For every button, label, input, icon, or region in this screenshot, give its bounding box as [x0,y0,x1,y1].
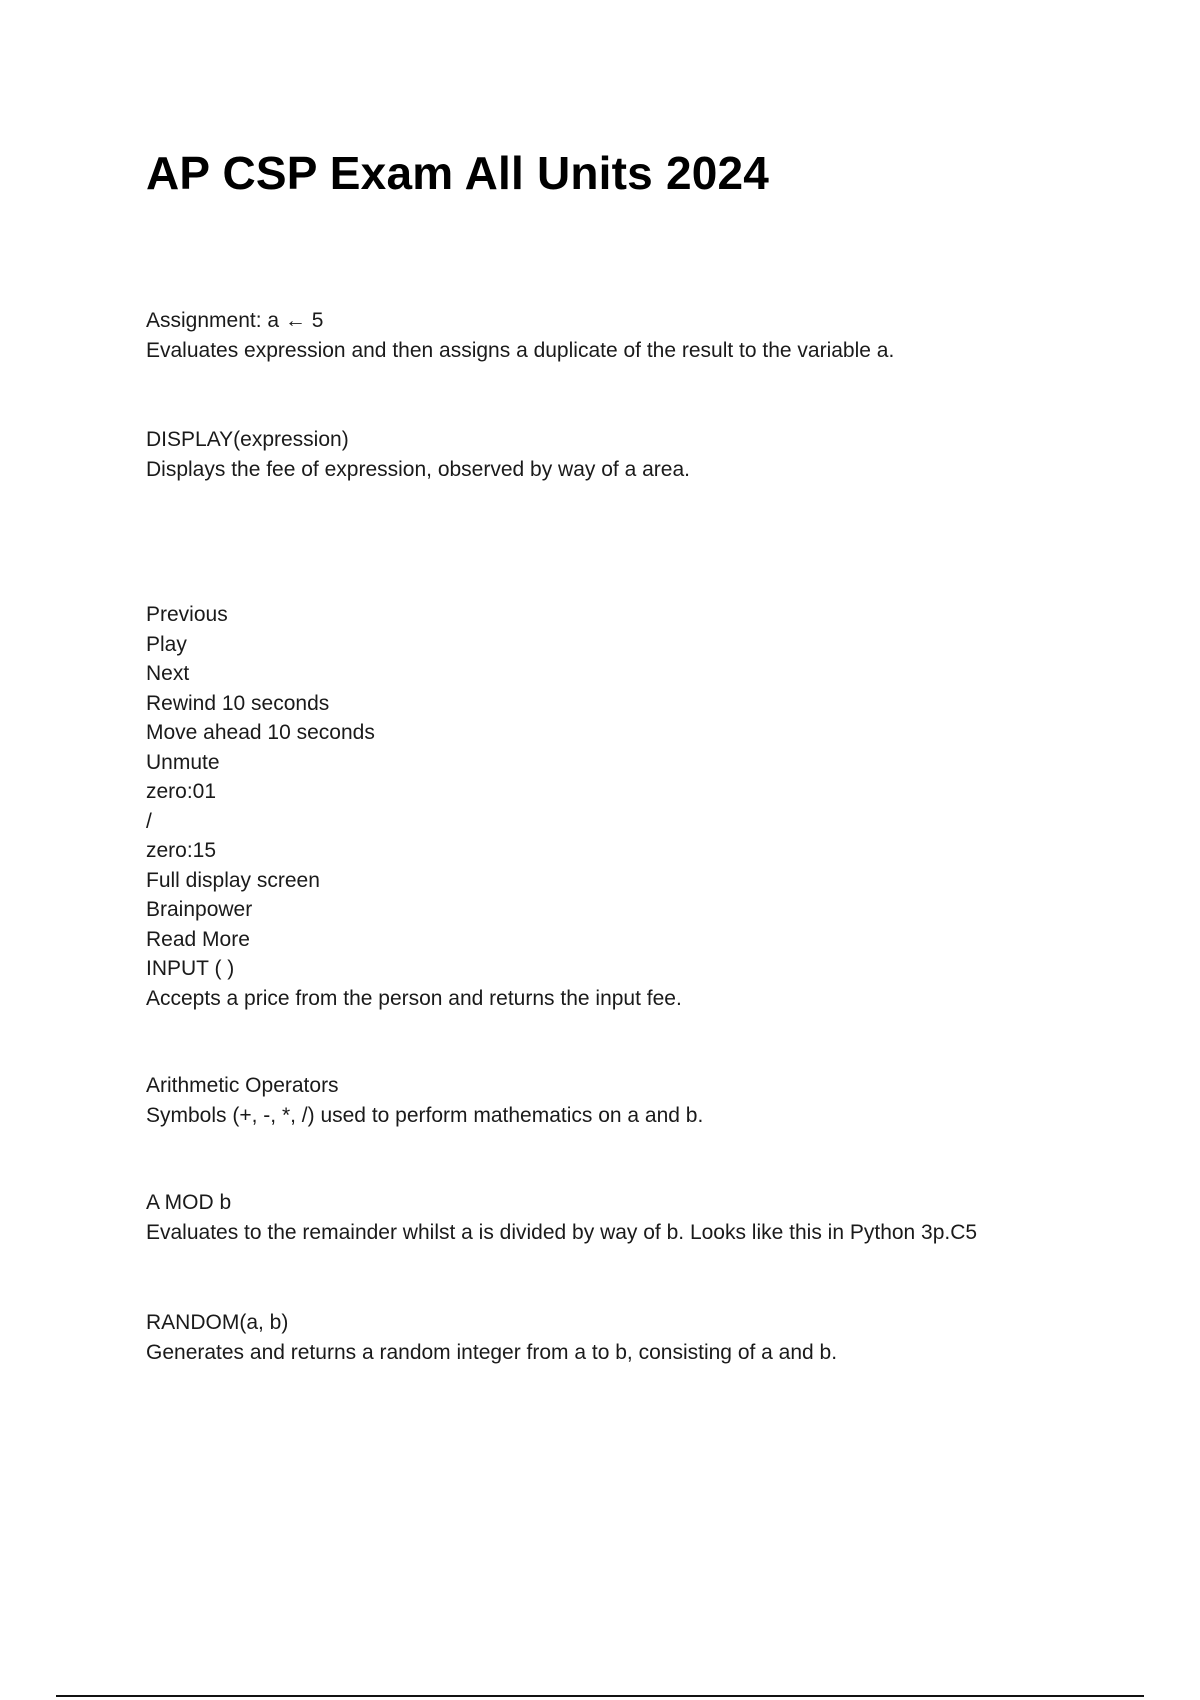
entry-mod [146,1188,977,1247]
entry-display [146,425,690,484]
term: RANDOM(a, b) [146,1311,289,1334]
line-duration: zero:15 [146,839,217,862]
definition: Displays the fee of expression, observed by way of a area. [146,457,690,481]
line-move-ahead: Move ahead 10 seconds [146,721,375,744]
definition: Symbols (+, -, *, /) used to perform mathematics on a and b. [146,1103,704,1127]
line-full-display: Full display screen [146,868,320,892]
term: Arithmetic Operators [146,1074,339,1097]
line-rewind: Rewind 10 seconds [146,691,330,715]
term: DISPLAY(expression) [146,428,349,451]
entry-media-lines [146,600,682,1013]
line-unmute: Unmute [146,750,220,774]
page-title: AP CSP Exam All Units 2024 [146,147,770,199]
term-input: INPUT ( ) [146,957,235,980]
entry-arithmetic-operators [146,1071,703,1130]
line-play: Play [146,632,187,656]
definition: Generates and returns a random integer from a to b, consisting of a and b. [146,1340,838,1364]
entry-assignment [146,306,894,365]
term: A MOD b [146,1191,232,1214]
definition-input: Accepts a price from the person and returns the input fee. [146,986,682,1010]
page-bottom-rule [56,1695,1144,1697]
line-next: Next [146,662,190,685]
definition: Evaluates to the remainder whilst a is divided by way of b. Looks like this in Python 3p.C5 [146,1220,978,1244]
line-brainpower: Brainpower [146,898,253,921]
line-read-more: Read More [146,927,250,951]
line-previous: Previous [146,603,228,626]
line-current-time: zero:01 [146,780,217,803]
term: Assignment: a ← 5 [146,309,324,332]
entry-random [146,1308,837,1367]
definition: Evaluates expression and then assigns a duplicate of the result to the variable a. [146,338,895,362]
line-separator: / [146,809,152,833]
